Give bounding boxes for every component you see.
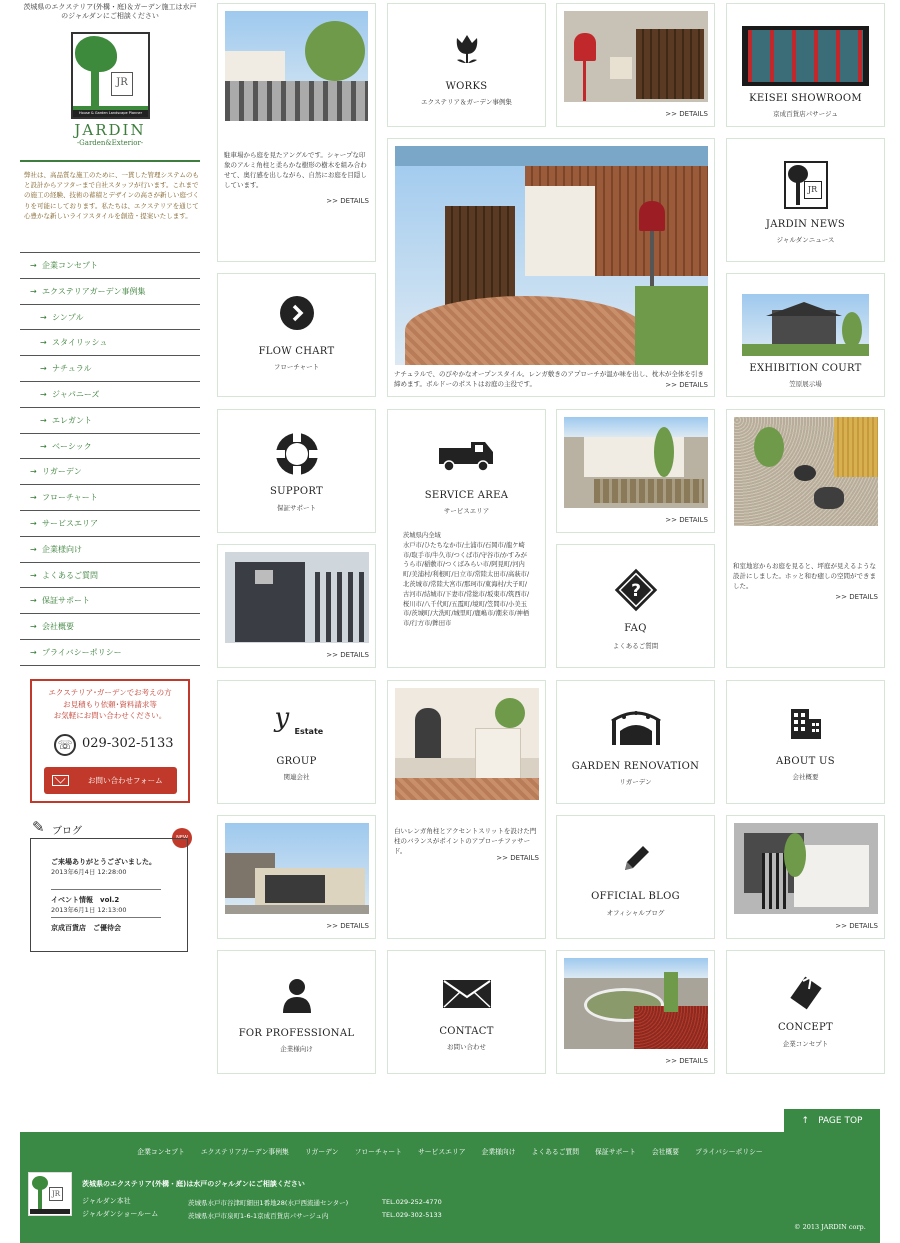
tree-icon (75, 36, 117, 72)
page-top-button[interactable]: ↑ PAGE TOP (784, 1109, 880, 1133)
for-professional-tile[interactable] (217, 950, 376, 1074)
arrow-right-icon: → (40, 415, 47, 425)
footer-address: 茨城県水戸市泉町1-6-1京成百貨店パサージュ内 (188, 1212, 329, 1220)
service-area-tile[interactable] (387, 409, 546, 668)
works-tile[interactable] (387, 3, 546, 127)
sidebar-item[interactable] (20, 330, 200, 356)
garden-photo (734, 823, 878, 914)
blog-entry-title: 京成百貨店 ご優待会 (51, 924, 121, 932)
sidebar-item-label: 企業様向け (42, 544, 82, 554)
sidebar-item[interactable] (20, 459, 200, 485)
photo-tile-white-brick[interactable] (387, 680, 546, 939)
sidebar-item-label: ナチュラル (52, 364, 92, 374)
tile-title: FAQ (624, 623, 647, 634)
blog-list (30, 838, 188, 952)
sidebar-item[interactable] (20, 279, 200, 305)
blog-entry-date: 2013年6月4日 12:28:00 (51, 868, 127, 876)
tile-subtitle: 会社概要 (792, 773, 819, 781)
sidebar-item-label: 企業コンセプト (42, 261, 98, 270)
garden-photo (395, 688, 539, 800)
blog-entry[interactable] (51, 895, 161, 915)
garden-photo (564, 958, 708, 1049)
faq-tile[interactable] (556, 544, 715, 668)
arrow-right-icon (280, 296, 314, 330)
tile-title: GROUP (276, 756, 317, 767)
photo-caption: 駐車場から庭を見たアングルです。シャープな印象のアルミ角柱と柔らかな樹形の樹木を組み合わせて、奥行感を出しながら、自然にお庭を目隠ししています。 (224, 151, 367, 189)
flow-chart-tile[interactable] (217, 273, 376, 397)
contact-line-2: お見積もり依頼･資料請求等 (63, 699, 157, 709)
blog-entry-title: イベント情報 vol.2 (51, 896, 120, 904)
lifebuoy-icon (273, 430, 321, 480)
arrow-right-icon: → (30, 596, 37, 606)
tile-title: OFFICIAL BLOG (591, 891, 680, 902)
photo-tile-aluminum-fence[interactable] (217, 3, 376, 262)
envelope-icon (442, 979, 492, 1011)
sidebar-item[interactable] (20, 640, 200, 666)
garden-renovation-tile[interactable] (556, 680, 715, 804)
photo-caption: 和室地窓からお庭を見ると、坪庭が見えるような設計にしました。ホッと和む癒しの空間ができました。 (733, 562, 876, 590)
arch-gate-icon (608, 707, 664, 749)
sidebar-item[interactable] (20, 253, 200, 279)
arrow-right-icon: → (30, 261, 37, 270)
sidebar-item-label: サービスエリア (42, 518, 98, 528)
sidebar-item[interactable] (20, 485, 200, 511)
logo-wordmark: JARDIN (74, 121, 146, 139)
mail-icon (52, 775, 69, 786)
footer-nav-link[interactable]: 企業コンセプト (137, 1148, 185, 1156)
photo-tile-dark-gate[interactable] (217, 544, 376, 668)
footer-address: 茨城県水戸市谷津町細田1番地28(水戸西流通センター) (188, 1199, 349, 1207)
tile-subtitle: フローチャート (273, 363, 320, 371)
footer-nav-link[interactable]: よくあるご質問 (531, 1148, 580, 1156)
sidebar-item[interactable] (20, 588, 200, 614)
tile-subtitle: よくあるご質問 (612, 642, 659, 650)
footer-tel: TEL.029-252-4770 (382, 1198, 442, 1206)
photo-tile-red-gravel[interactable] (556, 950, 715, 1074)
tile-title: CONCEPT (777, 1022, 834, 1033)
divider (51, 889, 161, 890)
footer-nav-link[interactable]: プライバシーポリシー (695, 1148, 763, 1156)
logo-sign: JR (111, 72, 133, 96)
garden-photo (225, 11, 368, 121)
contact-line-1: エクステリア･ガーデンでお考えの方 (48, 688, 172, 697)
footer-nav (20, 1146, 880, 1156)
details-link[interactable]: >> DETAILS (665, 516, 708, 524)
sidebar-item-label: ベーシック (52, 441, 92, 451)
sidebar-item-label: エレガント (52, 415, 92, 425)
blog-entry[interactable] (51, 857, 161, 877)
garden-photo (564, 11, 708, 102)
tile-title: FLOW CHART (258, 346, 335, 357)
details-link[interactable]: >> DETAILS (496, 854, 539, 862)
photo-tile-beige-wall[interactable] (217, 815, 376, 939)
footer-nav-link[interactable]: 保証サポート (595, 1148, 636, 1156)
tile-title: FOR PROFESSIONAL (238, 1028, 355, 1039)
new-badge: NEW (172, 828, 192, 848)
sidebar-item[interactable] (20, 434, 200, 460)
sidebar-item-label: プライバシーポリシー (42, 647, 122, 657)
footer (20, 1132, 880, 1243)
footer-office-name: ジャルダン本社 (82, 1197, 131, 1205)
blog-entry[interactable] (51, 923, 161, 933)
blog-entry-title: ご来場ありがとうございました。 (51, 858, 156, 866)
person-icon (281, 977, 313, 1015)
contact-line-3: お気軽にお問い合わせください。 (53, 711, 167, 720)
tile-subtitle: ジャルダンニュース (776, 236, 835, 244)
concept-tile[interactable] (726, 950, 885, 1074)
tile-title: SERVICE AREA (424, 490, 509, 501)
svg-text:?: ? (630, 581, 641, 601)
logo-subtitle: -Garden&Exterior- (76, 139, 144, 147)
footer-nav-link[interactable]: エクステリアガーデン事例集 (200, 1148, 289, 1156)
sidebar-item[interactable] (20, 382, 200, 408)
contact-tile[interactable] (387, 950, 546, 1074)
logo-strip: House & Garden Landscape Planner (73, 110, 148, 117)
details-link[interactable]: >> DETAILS (835, 593, 878, 601)
arrow-right-icon: → (30, 647, 37, 657)
sidebar-item-label: スタイリッシュ (52, 338, 108, 348)
sidebar-item-label: 保証サポート (42, 596, 90, 606)
showroom-photo (742, 26, 869, 86)
tile-title: ABOUT US (776, 756, 835, 767)
sidebar-item-label: エクステリアガーデン事例集 (42, 286, 146, 296)
tile-subtitle: 京成百貨店パサージュ (773, 110, 838, 118)
sidebar-item-label: フローチャート (42, 493, 98, 503)
footer-tagline: 茨城県のエクステリア(外構・庭)は水戸のジャルダンにご相談ください (82, 1180, 305, 1188)
garden-photo (225, 552, 369, 643)
tile-subtitle: 企業様向け (280, 1045, 313, 1053)
exhibition-court-tile[interactable] (726, 273, 885, 397)
garden-photo (564, 417, 708, 508)
service-area-cities: 水戸市/ひたちなか市/土浦市/石岡市/龍ケ崎市/取手市/牛久市/つくば市/守谷市/かすみがうら市/稲敷市/つくばみらい市/阿見町/河内町/美浦村/利根町/日立市/常陸太田市/高萩市/北茨城市/常陸大宮市/那珂市/東海村/大子町/古河市/結城市/下妻市/常総市/坂東市/筑西市/桜川市/八千代町/五霞町/境町/笠間市/小美玉市/茨城町/大洗町/城里町/鹿嶋市/潮来市/神栖市/行方市/鉾田市 (403, 541, 530, 628)
photo-tile-tsuboniwa[interactable] (726, 409, 885, 668)
photo-tile-modern-facade[interactable] (556, 409, 715, 533)
tile-title: EXHIBITION COURT (749, 363, 862, 374)
sidebar-item[interactable] (20, 537, 200, 563)
pencil-icon: ✎ (32, 818, 45, 836)
tile-subtitle: 保証サポート (277, 504, 316, 512)
footer-nav-link[interactable]: 会社概要 (651, 1148, 680, 1156)
arrow-right-icon: → (30, 544, 37, 554)
garden-photo (734, 417, 878, 526)
tile-subtitle: リガーデン (619, 778, 652, 786)
arrow-right-icon: → (30, 467, 37, 477)
footer-logo[interactable]: JR (28, 1172, 72, 1216)
group-tile[interactable] (217, 680, 376, 804)
divider (20, 160, 200, 162)
site-tagline: 茨城県のエクステリア(外構・庭)＆ガーデン施工は水戸のジャルダンにご相談ください (23, 3, 197, 20)
contact-form-label: お問い合わせフォーム (88, 776, 163, 785)
photo-tile-red-post[interactable] (556, 3, 715, 127)
tile-subtitle: オフィシャルブログ (606, 909, 665, 917)
tile-subtitle: 笠原展示場 (789, 380, 822, 388)
footer-nav-link[interactable]: 企業様向け (481, 1148, 516, 1156)
jardin-news-tile[interactable] (726, 138, 885, 262)
arrow-right-icon: → (40, 312, 47, 322)
arrow-right-icon: → (30, 493, 37, 503)
photo-tile-slit-gate[interactable] (726, 815, 885, 939)
arrow-right-icon: → (40, 389, 47, 399)
tile-subtitle: 関連会社 (283, 773, 310, 781)
copyright: © 2013 JARDIN corp. (794, 1223, 866, 1231)
details-link[interactable]: >> DETAILS (326, 197, 369, 205)
phone-number[interactable]: 029-302-5133 (82, 736, 174, 751)
sidebar-nav (20, 252, 200, 666)
truck-icon (439, 438, 495, 474)
footer-nav-link[interactable]: サービスエリア (417, 1148, 466, 1156)
details-link[interactable]: >> DETAILS (665, 110, 708, 118)
pencil-icon (619, 842, 653, 878)
details-link[interactable]: >> DETAILS (326, 651, 369, 659)
sidebar-item[interactable] (20, 614, 200, 640)
tulip-icon (452, 32, 482, 66)
building-icon (789, 707, 823, 743)
tile-title: GARDEN RENOVATION (571, 761, 700, 772)
photo-caption: 白いレンガ角柱とアクセントスリットを設けた門柱のバランスがポイントのアプローチファサード。 (394, 827, 537, 855)
sidebar-item[interactable] (20, 511, 200, 537)
tile-title: KEISEI SHOWROOM (749, 93, 862, 104)
exhibition-photo (742, 294, 869, 356)
blog-entry-date: 2013年6月1日 12:13:00 (51, 906, 127, 914)
garden-photo (395, 146, 708, 365)
divider (51, 917, 161, 918)
tile-subtitle: お問い合わせ (447, 1043, 486, 1051)
about-us-tile[interactable] (726, 680, 885, 804)
company-intro: 弊社は、高品質な施工のために、一貫した管理システムのもと設計からアフターまで自社スタッフが行います。これまでの施工の経験、技術の蓄積とデザインの高さが新しい庭づくりを可能にしております。私たちは、エクステリアを通じて心豊かな新しいライフスタイルを創造・提案いたします。 (24, 171, 200, 220)
contact-text (32, 687, 188, 722)
arrow-right-icon: → (30, 622, 37, 632)
arrow-right-icon: → (30, 286, 37, 296)
arrow-right-icon: → (40, 441, 47, 451)
tile-title: SUPPORT (269, 486, 324, 497)
photo-caption: ナチュラルで、のびやかなオープンスタイル。レンガ敷きのアプローチが温か味を出し、枕木が全体を引き締めます。ボルドーのポストはお庭の主役です。 (394, 370, 704, 388)
sidebar-item[interactable] (20, 305, 200, 331)
footer-nav-link[interactable]: リガーデン (304, 1148, 339, 1156)
service-area-list (403, 531, 531, 629)
phone-icon: ☏ (54, 734, 76, 756)
details-link[interactable]: >> DETAILS (835, 922, 878, 930)
sidebar-item[interactable] (20, 408, 200, 434)
contact-box (30, 679, 190, 803)
service-area-heading: 茨城県内全域 (403, 532, 441, 539)
support-tile[interactable] (217, 409, 376, 533)
tile-subtitle: 企業コンセプト (782, 1040, 829, 1048)
details-link[interactable]: >> DETAILS (665, 381, 708, 389)
keisei-showroom-tile[interactable] (726, 3, 885, 127)
official-blog-tile[interactable] (556, 815, 715, 939)
footer-office-name: ジャルダンショールーム (82, 1210, 159, 1218)
tile-subtitle: サービスエリア (443, 507, 490, 515)
tile-title: JARDIN NEWS (765, 219, 846, 230)
sidebar-item-label: リガーデン (42, 467, 82, 477)
sidebar-item-label: よくあるご質問 (42, 570, 98, 580)
sidebar-item-label: シンプル (52, 312, 84, 322)
jardin-logo-icon: JR (784, 161, 828, 209)
garden-photo (225, 823, 369, 914)
arrow-right-icon: → (30, 518, 37, 528)
arrow-right-icon: → (40, 338, 47, 348)
sidebar-item[interactable] (20, 563, 200, 589)
sidebar-item[interactable] (20, 356, 200, 382)
tile-title: WORKS (445, 81, 488, 92)
footer-nav-link[interactable]: フローチャート (354, 1148, 402, 1156)
sidebar-item-label: ジャパニーズ (52, 389, 100, 399)
details-link[interactable]: >> DETAILS (665, 1057, 708, 1065)
tile-title: CONTACT (439, 1026, 494, 1037)
blog-header (30, 818, 190, 840)
contact-form-button[interactable] (44, 767, 177, 794)
tile-subtitle: エクステリア＆ガーデン事例集 (421, 98, 512, 106)
estate-logo-icon: y Estate (274, 703, 324, 736)
footer-tel: TEL.029-302-5133 (382, 1211, 442, 1219)
photo-tile-open-style[interactable] (387, 138, 715, 397)
question-diamond-icon (613, 567, 659, 615)
details-link[interactable]: >> DETAILS (326, 922, 369, 930)
arrow-right-icon: → (30, 570, 37, 580)
clip-icon (787, 973, 825, 1013)
sidebar-item-label: 会社概要 (42, 622, 74, 632)
jardin-logo[interactable] (71, 32, 150, 119)
arrow-right-icon: → (40, 364, 47, 374)
blog-title: ブログ (52, 826, 82, 837)
